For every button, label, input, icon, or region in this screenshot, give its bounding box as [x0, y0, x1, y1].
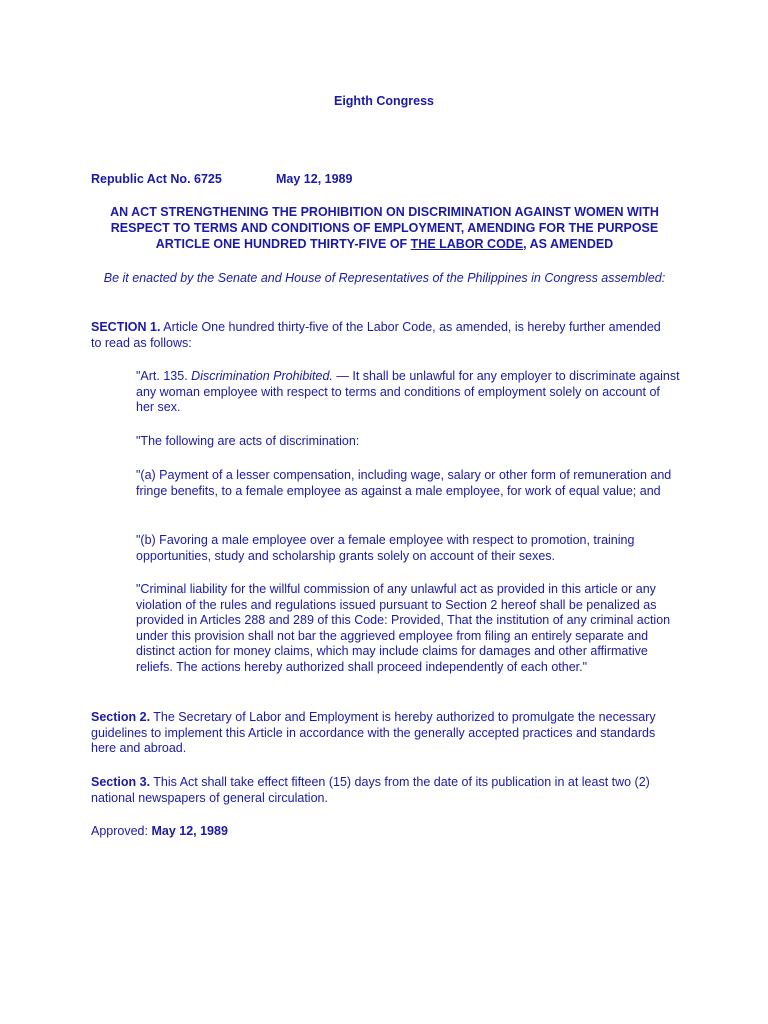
- congress-heading: Eighth Congress: [333, 94, 434, 108]
- republic-act-date: May 12, 1989: [276, 172, 353, 186]
- section-1: [91, 320, 671, 351]
- section-3-label: Section 3.: [91, 775, 151, 789]
- republic-act-line: [91, 171, 353, 187]
- section-1-text: Article One hundred thirty-five of the Labor Code, as amended, is hereby further amended to read as follows:: [91, 320, 661, 350]
- section-3: [91, 775, 671, 806]
- section-2-text: The Secretary of Labor and Employment is hereby authorized to promulgate the necessary guidelines to implement this Article in accordance with the generally accepted practices and standards here and abroad.: [91, 710, 656, 755]
- article-135: [136, 369, 681, 416]
- article-135-prefix: "Art. 135.: [136, 369, 192, 383]
- section-1-label: SECTION 1.: [91, 320, 161, 334]
- acts-of-discrimination-intro: "The following are acts of discrimination:: [136, 434, 360, 448]
- article-135-heading: Discrimination Prohibited.: [191, 369, 333, 383]
- labor-code-link[interactable]: THE LABOR CODE: [410, 237, 524, 251]
- article-135-text: — It shall be unlawful for any employer to discriminate against any woman employee with respect to terms and conditions of employment solely on account of her sex.: [136, 369, 680, 414]
- section-2-label: Section 2.: [91, 710, 151, 724]
- item-a: "(a) Payment of a lesser compensation, including wage, salary or other form of remuneration and fringe benefits, to a female employee as against a male employee, for work of equal value; and: [136, 468, 672, 498]
- section-2: [91, 710, 671, 757]
- act-title: [91, 204, 678, 252]
- item-b: "(b) Favoring a male employee over a female employee with respect to promotion, training opportunities, study and scholarship grants solely on account of their sexes.: [136, 533, 635, 563]
- approved-line: [91, 824, 671, 840]
- criminal-liability-paragraph: "Criminal liability for the willful commission of any unlawful act as provided in this article or any violation of the rules and regulations issued pursuant to Section 2 hereof shall be penalized as provided in Articles 288 and 289 of this Code: Provided, That the institution of any criminal action under this provision shall not bar the aggrieved employee from filing an entirely separate and distinct action for money claims, which may include claims for damages and other affirmative reliefs. The actions hereby authorized shall proceed independently of each other.": [136, 582, 671, 674]
- act-title-suffix: , AS AMENDED: [523, 237, 614, 251]
- republic-act-number: Republic Act No. 6725: [91, 172, 222, 186]
- section-3-text: This Act shall take effect fifteen (15) days from the date of its publication in at least two (2) national newspapers of general circulation.: [91, 775, 650, 805]
- approved-label: Approved:: [91, 824, 152, 838]
- enacting-clause: Be it enacted by the Senate and House of Representatives of the Philippines in Congress assembled:: [103, 271, 666, 285]
- act-title-text: AN ACT STRENGTHENING THE PROHIBITION ON DISCRIMINATION AGAINST WOMEN WITH RESPECT TO TERMS AND CONDITIONS OF EMPLOYMENT, AMENDING FOR THE PURPOSE ARTICLE ONE HUNDRED THIRTY-FIVE OF: [110, 205, 659, 251]
- approved-date: May 12, 1989: [151, 824, 228, 838]
